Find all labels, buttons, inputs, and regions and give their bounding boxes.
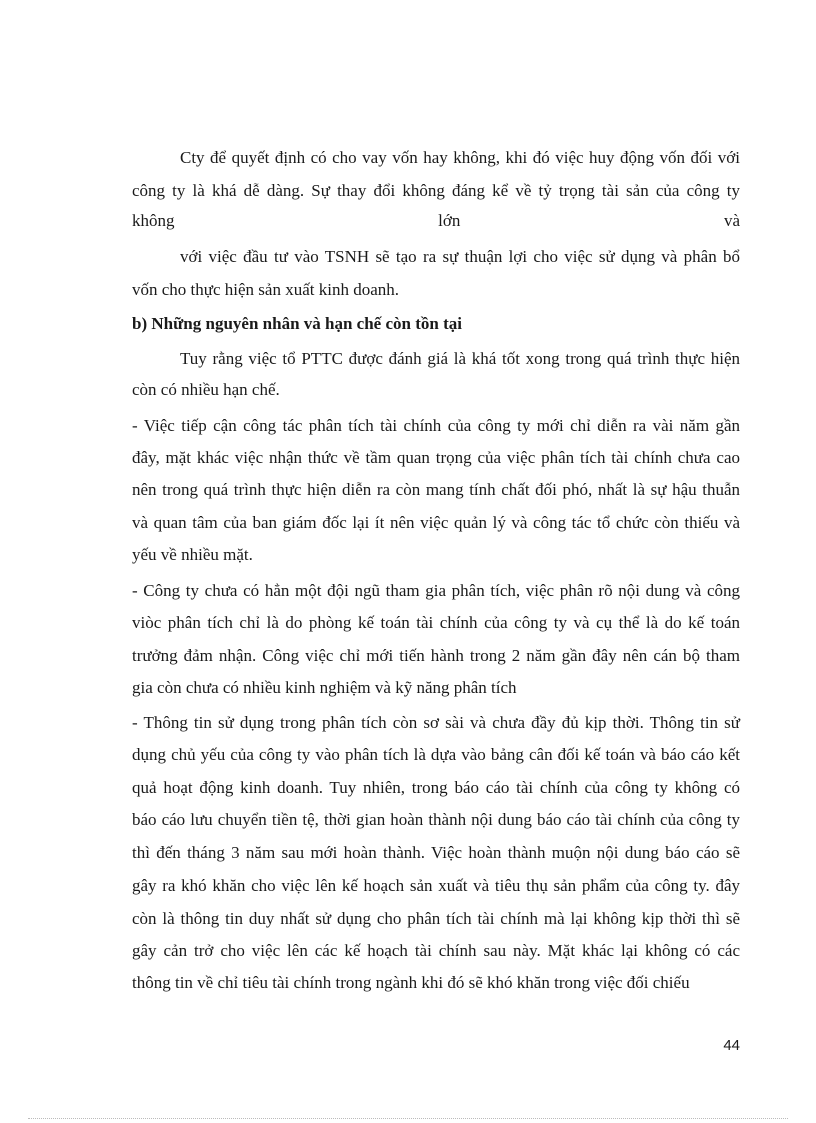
paragraph-2-line-2: vốn cho thực hiện sản xuất kinh doanh. bbox=[132, 280, 399, 299]
paragraph-5-line-2: viòc phân tích chỉ là do phòng kế toán tài chính của công ty và cụ thể là do kế toán bbox=[132, 613, 740, 632]
paragraph-1-line-1: Cty để quyết định có cho vay vốn hay không, khi đó việc huy động vốn đối với bbox=[180, 148, 740, 167]
paragraph-6-line-1: - Thông tin sử dụng trong phân tích còn sơ sài và chưa đầy đủ kịp thời. Thông tin sử bbox=[132, 713, 740, 732]
paragraph-4-line-3: nên trong quá trình thực hiện diễn ra còn mang tính chất đối phó, nhất là sự hậu thuẫn bbox=[132, 480, 740, 499]
paragraph-6-line-6: gây ra khó khăn cho việc lên kế hoạch sản xuất và tiêu thụ sản phẩm của công ty. đây bbox=[132, 876, 740, 895]
section-heading: b) Những nguyên nhân và hạn chế còn tồn tại bbox=[132, 314, 462, 333]
paragraph-5-line-3: trưởng đảm nhận. Công việc chỉ mới tiến hành trong 2 năm gần đây nên cán bộ tham bbox=[132, 646, 740, 665]
paragraph-6-line-8: gây cản trở cho việc lên các kế hoạch tài chính sau này. Mặt khác lại không có các bbox=[132, 941, 740, 960]
paragraph-5-line-4: gia còn chưa có nhiều kinh nghiệm và kỹ năng phân tích bbox=[132, 678, 517, 697]
paragraph-4-line-2: đây, mặt khác việc nhận thức về tầm quan trọng của việc phân tích tài chính chưa cao bbox=[132, 448, 740, 467]
paragraph-6-line-7: còn là thông tin duy nhất sử dụng cho phân tích tài chính mà lại không kịp thời thì sẽ bbox=[132, 909, 740, 928]
paragraph-1-line-3-word-3: và bbox=[723, 211, 740, 230]
paragraph-6-line-5: thì đến tháng 3 năm sau mới hoàn thành. Việc hoàn thành muộn nội dung báo cáo sẽ bbox=[132, 843, 740, 862]
paragraph-1-line-3 bbox=[132, 211, 740, 231]
paragraph-2-line-1: với việc đầu tư vào TSNH sẽ tạo ra sự thuận lợi cho việc sử dụng và phân bổ bbox=[180, 247, 740, 266]
paragraph-4-line-5: yếu về nhiều mặt. bbox=[132, 545, 253, 564]
paragraph-3-line-1: Tuy rằng việc tổ PTTC được đánh giá là khá tốt xong trong quá trình thực hiện bbox=[180, 349, 740, 368]
paragraph-4-line-1: - Việc tiếp cận công tác phân tích tài chính của công ty mới chỉ diễn ra vài năm gần bbox=[132, 416, 740, 435]
paragraph-5-line-1: - Công ty chưa có hẳn một đội ngũ tham gia phân tích, việc phân rõ nội dung và công bbox=[132, 581, 740, 600]
paragraph-6-line-4: báo cáo lưu chuyển tiền tệ, thời gian hoàn thành nội dung báo cáo tài chính của công ty bbox=[132, 810, 740, 829]
paragraph-1-line-3-word-1: không bbox=[132, 211, 175, 230]
paragraph-3-line-2: còn có nhiều hạn chế. bbox=[132, 380, 280, 399]
page-bottom-border bbox=[28, 1118, 788, 1119]
paragraph-1-line-3-word-2: lớn bbox=[438, 211, 461, 230]
paragraph-4-line-4: và quan tâm của ban giám đốc lại ít nên việc quản lý và công tác tổ chức còn thiếu và bbox=[132, 513, 740, 532]
page-number: 44 bbox=[723, 1037, 740, 1054]
paragraph-6-line-3: quả hoạt động kinh doanh. Tuy nhiên, trong báo cáo tài chính của công ty không có bbox=[132, 778, 740, 797]
paragraph-1-line-2: công ty là khá dễ dàng. Sự thay đổi không đáng kể về tỷ trọng tài sản của công ty bbox=[132, 181, 740, 200]
paragraph-6-line-9: thông tin về chỉ tiêu tài chính trong ngành khi đó sẽ khó khăn trong việc đối chiếu bbox=[132, 973, 690, 992]
paragraph-6-line-2: dụng chủ yếu của công ty vào phân tích là dựa vào bảng cân đối kế toán và báo cáo kết bbox=[132, 745, 740, 764]
